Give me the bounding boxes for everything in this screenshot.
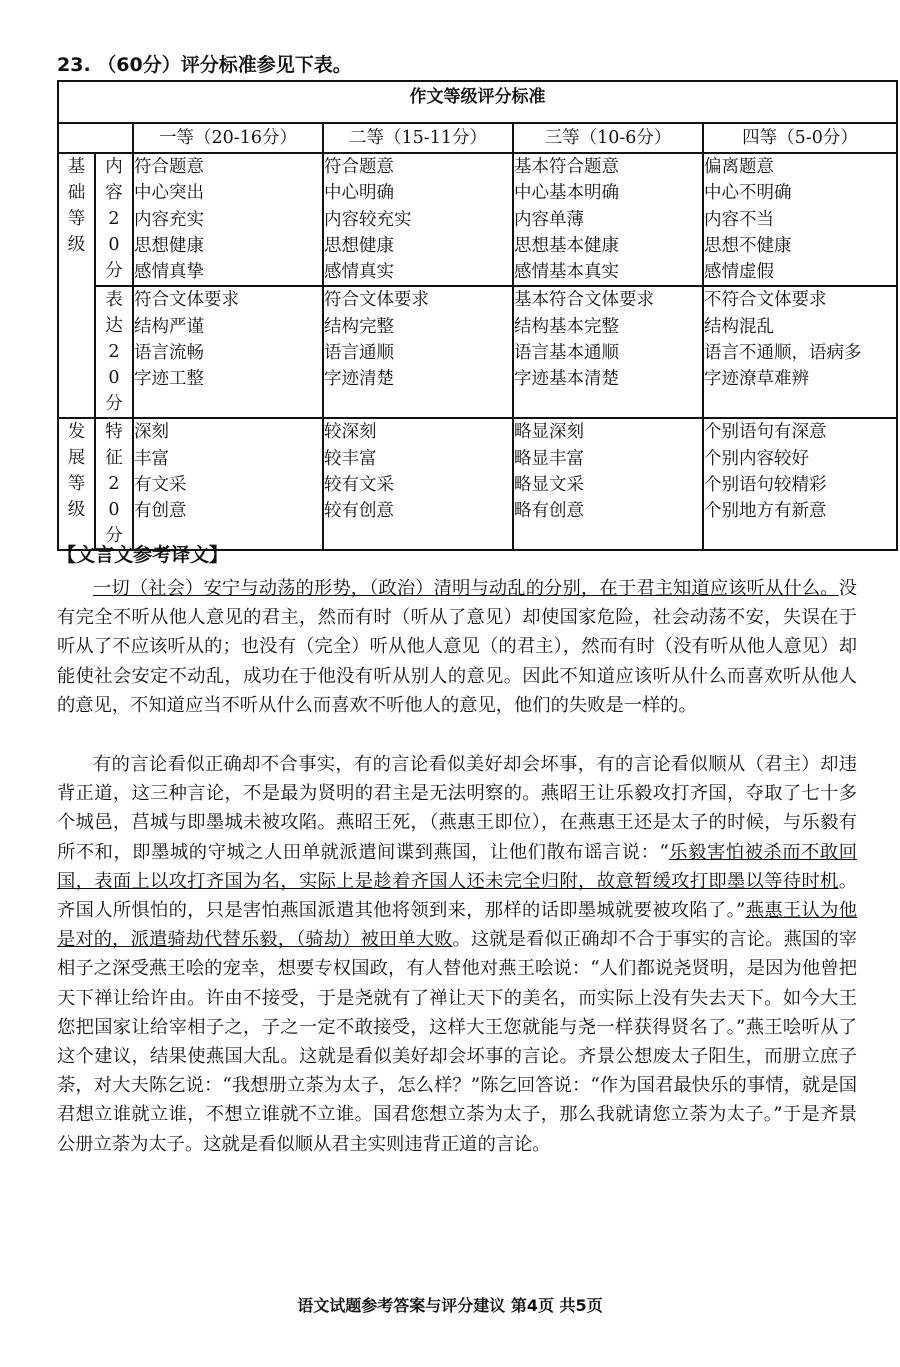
grade-header: 一等（20-16分） <box>133 123 323 153</box>
sub-category <box>95 286 133 418</box>
rubric-cell <box>513 286 703 418</box>
criterion: 中心突出 <box>134 183 204 204</box>
question-title: 23. （60分）评分标准参见下表。 <box>57 54 352 76</box>
criterion: 基本符合文体要求 <box>514 290 654 311</box>
criterion: 略显丰富 <box>514 448 584 469</box>
rubric-cell <box>133 286 323 418</box>
criterion: 中心明确 <box>324 183 394 204</box>
criterion: 思想基本健康 <box>514 235 619 256</box>
criterion: 有文采 <box>134 475 187 496</box>
criterion: 内容不当 <box>704 209 774 230</box>
criterion: 内容单薄 <box>514 209 584 230</box>
criterion: 略有创意 <box>514 501 584 522</box>
category-development <box>58 418 95 550</box>
paragraph-text: 。齐国人所惧怕的，只是害怕燕国派遣其他将领到来，那样的话即墨城就要被攻陷了。” <box>57 870 857 922</box>
criterion: 思想健康 <box>134 235 204 256</box>
grade-header: 三等（10-6分） <box>513 123 703 153</box>
rubric-cell <box>133 153 323 286</box>
criterion: 语言流畅 <box>134 343 204 364</box>
criterion: 字迹潦草难辨 <box>704 369 809 390</box>
underlined-text: 燕惠王认为他是对的，派遣骑劫代替乐毅，（骑劫）被田单大败 <box>57 900 858 951</box>
criterion: 结构混乱 <box>704 316 774 337</box>
criterion: 略显深刻 <box>514 422 584 443</box>
essay-rubric-table <box>57 80 898 551</box>
sub-category-label: 表达20分 <box>105 290 123 415</box>
rubric-cell <box>323 153 513 286</box>
sub-category-label: 内容20分 <box>105 157 123 281</box>
rubric-caption: 作文等级评分标准 <box>58 81 897 123</box>
criterion: 字迹清楚 <box>324 369 394 390</box>
paragraph-text: 有的言论看似正确却不合事实，有的言论看似美好却会坏事，有的言论看似顺从（君主）却违背正道，这三种言论，不是最为贤明的君主是无法明察的。燕昭王让乐毅攻打齐国，夺取了七十多个城邑，莒城与即墨城未被攻陷。燕昭王死，（燕惠王即位），在燕惠王还是太子的时候，与乐毅有所不和，即墨城的守城之人田单就派遣间谍到燕国，让他们散布谣言说：“ <box>57 754 857 863</box>
criterion: 结构基本完整 <box>514 316 619 337</box>
sub-category-label: 特征20分 <box>105 422 123 547</box>
criterion: 字迹基本清楚 <box>514 369 619 390</box>
criterion: 较丰富 <box>324 448 377 469</box>
criterion: 结构完整 <box>324 316 394 337</box>
criterion: 字迹工整 <box>134 369 204 390</box>
page-footer: 语文试题参考答案与评分建议 第4页 共5页 <box>297 1296 603 1315</box>
category-basic-label: 基础等级 <box>67 157 86 255</box>
criterion: 较有文采 <box>324 475 394 496</box>
criterion: 符合文体要求 <box>134 290 239 311</box>
rubric-cell <box>513 418 703 550</box>
section-title: 【文言文参考译文】 <box>57 544 229 566</box>
grade-header: 二等（15-11分） <box>323 123 513 153</box>
criterion: 感情基本真实 <box>514 262 619 283</box>
sub-category <box>95 418 133 550</box>
translation-paragraph <box>57 574 857 720</box>
criterion: 内容较充实 <box>324 209 412 230</box>
criterion: 不符合文体要求 <box>704 290 827 311</box>
criterion: 中心基本明确 <box>514 183 619 204</box>
criterion: 感情虚假 <box>704 262 774 283</box>
criterion: 有创意 <box>134 501 187 522</box>
criterion: 内容充实 <box>134 209 204 230</box>
underlined-text: 乐毅害怕被杀而不敢回国，表面上以攻打齐国为名，实际上是趁着齐国人还未完全归附，故意暂缓攻打即墨以等待时机 <box>57 841 857 892</box>
rubric-cell <box>323 418 513 550</box>
grade-header: 四等（5-0分） <box>703 123 897 153</box>
underlined-text: 一切（社会）安宁与动荡的形势，（政治）清明与动乱的分别，在于君主知道应该听从什么。 <box>93 578 839 599</box>
criterion: 结构严谨 <box>134 316 204 337</box>
criterion: 符合题意 <box>324 157 394 177</box>
criterion: 符合题意 <box>134 157 204 177</box>
criterion: 思想不健康 <box>704 235 792 256</box>
criterion: 语言基本通顺 <box>514 343 619 364</box>
criterion: 语言不通顺，语病多 <box>704 343 862 364</box>
criterion: 深刻 <box>134 422 169 443</box>
criterion: 个别内容较好 <box>704 448 809 469</box>
criterion: 中心不明确 <box>704 183 792 204</box>
rubric-cell <box>703 418 897 550</box>
rubric-cell <box>703 153 897 286</box>
criterion: 较深刻 <box>324 422 377 443</box>
rubric-cell <box>133 418 323 550</box>
paragraph-text: 。这就是看似正确却不合于事实的言论。燕国的宰相子之深受燕王哙的宠幸，想要专权国政，有人替他对燕王哙说：“人们都说尧贤明，是因为他曾把天下禅让给许由。许由不接受，于是尧就有了禅让天下的美名，而实际上没有失去天下。如今大王您把国家让给宰相子之，子之一定不敢接受，这样大王您就能与尧一样获得贤名了。”燕王哙听从了这个建议，结果使燕国大乱。这就是看似美好却会坏事的言论。齐景公想废太子阳生，而册立庶子荼，对大夫陈乞说：“我想册立荼为太子，怎么样？”陈乞回答说：“作为国君最快乐的事情，就是国君想立谁就立谁，不想立谁就不立谁。国君您想立荼为太子，那么我就请您立荼为太子。”于是齐景公册立荼为太子。这就是看似顺从君主实则违背正道的言论。 <box>57 929 857 1155</box>
criterion: 基本符合题意 <box>514 157 619 177</box>
category-basic <box>58 153 95 418</box>
translation-paragraph <box>57 750 857 1159</box>
criterion: 个别语句有深意 <box>704 422 827 443</box>
criterion: 个别语句较精彩 <box>704 475 827 496</box>
rubric-corner <box>58 123 133 153</box>
criterion: 符合文体要求 <box>324 290 429 311</box>
criterion: 感情真挚 <box>134 262 204 283</box>
criterion: 略显文采 <box>514 475 584 496</box>
sub-category <box>95 153 133 286</box>
criterion: 思想健康 <box>324 235 394 256</box>
category-development-label: 发展等级 <box>67 422 86 521</box>
criterion: 语言通顺 <box>324 343 394 364</box>
criterion: 丰富 <box>134 448 169 469</box>
criterion: 偏离题意 <box>704 157 774 177</box>
rubric-cell <box>703 286 897 418</box>
criterion: 较有创意 <box>324 501 394 522</box>
criterion: 感情真实 <box>324 262 394 283</box>
criterion: 个别地方有新意 <box>704 501 827 522</box>
rubric-cell <box>513 153 703 286</box>
paragraph-text: 没有完全不听从他人意见的君主，然而有时（听从了意见）却使国家危险，社会动荡不安，失误在于听从了不应该听从的；也没有（完全）听从他人意见（的君主），然而有时（没有听从他人意见）却能使社会安定不动乱，成功在于他没有听从别人的意见。因此不知道应该听从什么而喜欢听从他人的意见，不知道应当不听从什么而喜欢不听他人的意见，他们的失败是一样的。 <box>57 578 857 716</box>
rubric-cell <box>323 286 513 418</box>
